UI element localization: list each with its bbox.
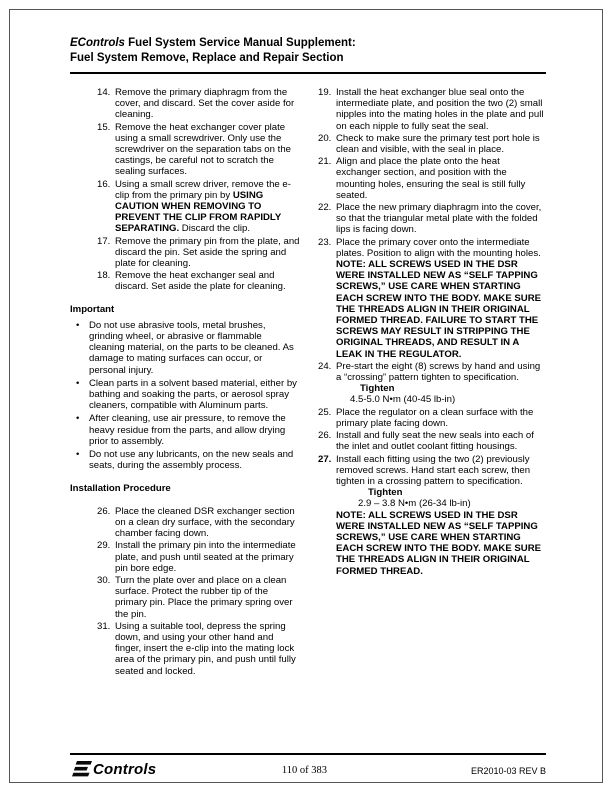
step-text: Remove the heat exchanger cover plate using a small screwdriver. Only use the screwdriver on the separation tabs on the castings, be careful not to scratch the sealing surfaces. (115, 121, 291, 178)
step-text: Check to make sure the primary test port hole is clean and visible, with the seal in place. (336, 132, 540, 156)
step-16 (70, 179, 300, 235)
bullet-text: Clean parts in a solvent based material, either by bathing and soaking the parts, or aerosol spray cleaners, compatible with Aluminum parts. (89, 377, 297, 412)
step-number: 16. (97, 178, 111, 190)
tighten-spec: 2.9 – 3.8 N•m (26-34 lb-in) (358, 498, 471, 510)
tighten-spec: 4.5-5.0 N•m (40-45 lb-in) (350, 394, 456, 406)
step-number: 27. (318, 453, 332, 465)
right-column (318, 87, 546, 678)
step-19 (318, 87, 546, 132)
step-text-regular: Pre-start the eight (8) screws by hand and using a “crossing” pattern tighten to specification. (336, 360, 541, 384)
step-number: 19. (318, 87, 332, 98)
step-number: 24. (318, 360, 332, 372)
step-text: Place the regulator on a clean surface with the primary plate facing down. (336, 406, 534, 429)
step-text-caution-bold: USING CAUTION WHEN REMOVING TO PREVENT THE CLIP FROM RAPIDLY SEPARATING. (115, 189, 282, 235)
step-text (115, 179, 300, 235)
step-22 (318, 202, 546, 236)
brand-name: EControls (70, 37, 125, 49)
step-text (336, 237, 546, 360)
step-21 (318, 156, 546, 201)
header-rule (70, 72, 546, 74)
step-number: 26. (318, 430, 332, 442)
installation-procedure-heading: Installation Procedure (70, 482, 171, 494)
step-text: Remove the heat exchanger seal and discard. Set aside the plate for cleaning. (115, 270, 286, 293)
step-number: 21. (318, 156, 332, 168)
step-text (336, 454, 546, 577)
step-text: Place the new primary diaphragm into the cover, so that the triangular metal plate with the folded lips is facing down. (336, 202, 542, 236)
step-15 (70, 122, 300, 178)
step-number: 23. (318, 236, 332, 248)
step-text: Remove the primary pin from the plate, and discard the pin. Set aside the spring and plate for cleaning. (115, 235, 300, 270)
step-number: 17. (97, 235, 111, 247)
step-14 (70, 87, 300, 121)
step-number: 31. (97, 620, 111, 632)
step-26-right (318, 430, 546, 452)
step-text: Turn the plate over and place on a clean surface. Protect the rubber tip of the primary pin. Place the primary spring over the pin. (115, 574, 293, 620)
important-heading: Important (70, 303, 115, 315)
step-27 (318, 454, 546, 577)
header-title (70, 36, 546, 51)
step-text-regular: Using a small screw driver, remove the e-clip from the primary pin by (115, 178, 291, 201)
econtrols-logo-icon (70, 760, 92, 778)
important-bullet-4 (70, 449, 300, 471)
step-number: 29. (97, 540, 111, 552)
step-29 (70, 540, 300, 574)
bullet-text: Do not use abrasive tools, metal brushes, grinding wheel, or abrasive or flammable cleaning material, on the parts to be cleaned. As damage to mating surfaces can occur, or personal injury. (89, 319, 294, 376)
step-text: Using a suitable tool, depress the spring down, and using your other hand and finger, insert the e-clip into the mating lock area of the primary pin, and push until fully seated and locked. (115, 620, 296, 677)
step-17 (70, 236, 300, 270)
screws-note: NOTE: ALL SCREWS USED IN THE DSR WERE INSTALLED NEW AS “SELF TAPPING SCREWS,” USE CARE WHEN STARTING EACH SCREW INTO THE BODY. MAKE SURE THE THREADS ALIGN IN THEIR ORIGINAL FORMED THREAD. (336, 509, 542, 577)
page-header (70, 36, 546, 74)
bullet-text: After cleaning, use air pressure, to remove the heavy residue from the parts, and allow drying prior to assembly. (89, 413, 286, 447)
header-title-rest: Fuel System Service Manual Supplement: (124, 37, 356, 49)
important-bullet-3 (70, 413, 300, 447)
step-text: Install and fully seat the new seals into each of the inlet and outlet coolant fitting housings. (336, 430, 534, 453)
step-20 (318, 133, 546, 155)
step-text: Install the primary pin into the intermediate plate, and push until seated at the primary pin bore edge. (115, 540, 296, 574)
step-24 (318, 361, 546, 406)
step-text (336, 361, 546, 406)
tighten-label: Tighten (368, 487, 403, 499)
bullet-marker: • (76, 413, 80, 425)
page-content (70, 36, 546, 678)
step-text: Align and place the plate onto the heat exchanger section, and position with the mounting holes, ensuring the seal is still fully seated. (336, 156, 526, 201)
tighten-label: Tighten (360, 383, 395, 395)
step-26-left (70, 506, 300, 540)
bullet-marker: • (76, 377, 80, 389)
step-30 (70, 575, 300, 620)
step-text-regular: Install each fitting using the two (2) previously removed screws. Hand start each screw, then tighten in a crossing pattern to specification. (336, 453, 531, 487)
step-number: 18. (97, 270, 111, 282)
step-text: Install the heat exchanger blue seal onto the intermediate plate, and position the two (2) small nipples into the mating holes in the plate and pull on each nipple to fully seat the seal. (336, 87, 544, 132)
bullet-marker: • (76, 319, 80, 331)
step-text-regular: Discard the clip. (179, 223, 251, 235)
page-footer (70, 757, 546, 785)
step-number: 15. (97, 121, 111, 133)
step-number: 30. (97, 574, 111, 586)
step-number: 20. (318, 132, 332, 144)
step-number: 14. (97, 87, 111, 98)
step-31 (70, 621, 300, 677)
logo-text: Controls (93, 760, 157, 778)
step-number: 22. (318, 202, 332, 214)
step-25 (318, 407, 546, 429)
step-18 (70, 270, 300, 292)
bullet-text: Do not use any lubricants, on the new seals and seats, during the assembly process. (89, 449, 294, 472)
econtrols-logo (70, 760, 156, 778)
screws-note: NOTE: ALL SCREWS USED IN THE DSR WERE INSTALLED NEW AS “SELF TAPPING SCREWS,” USE CARE WHEN STARTING EACH SCREW INTO THE BODY. MAKE SURE THE THREADS ALIGN IN THEIR ORIGINAL FORMED THREAD. FAILURE TO START THE SCREWS MAY RESULT IN STRIPPING THE ORIGINAL THREADS, AND RESULT IN A LEAK IN THE REGULATOR. (336, 259, 542, 360)
step-text: Place the cleaned DSR exchanger section on a clean dry surface, with the secondary chamber facing down. (115, 505, 295, 540)
step-23 (318, 237, 546, 360)
page-number: 110 of 383 (281, 765, 327, 776)
left-column (70, 87, 300, 678)
two-column-body (70, 87, 546, 678)
document-reference: ER2010-03 REV B (470, 766, 546, 776)
important-bullet-1 (70, 320, 300, 376)
footer-rule (70, 753, 546, 755)
header-subtitle: Fuel System Remove, Replace and Repair Section (70, 52, 344, 64)
step-text: Remove the primary diaphragm from the cover, and discard. Set the cover aside for cleaning. (115, 87, 295, 121)
important-bullet-2 (70, 378, 300, 412)
step-text-regular: Place the primary cover onto the intermediate plates. Position to align with the mounting holes. (336, 236, 541, 259)
step-number: 26. (97, 505, 111, 517)
step-number: 25. (318, 406, 332, 418)
bullet-marker: • (76, 449, 80, 461)
